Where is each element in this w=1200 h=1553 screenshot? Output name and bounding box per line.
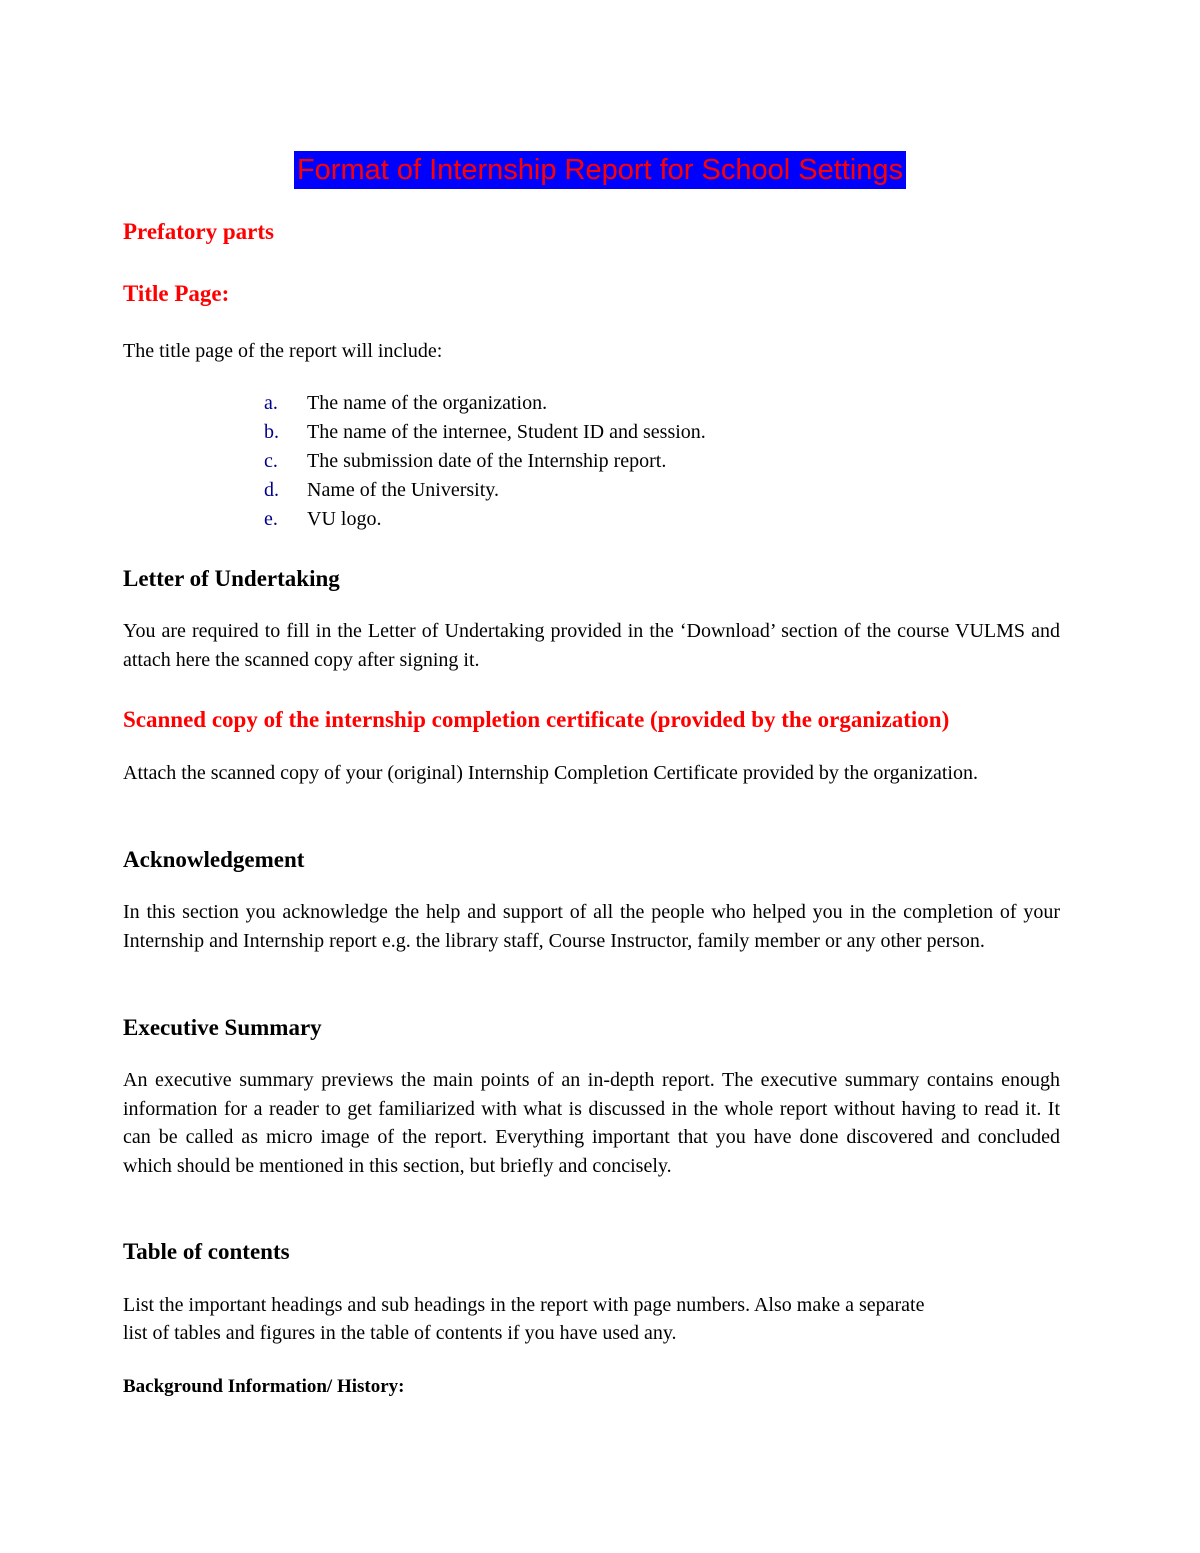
title-page-heading: Title Page: [123,281,230,306]
table-of-contents-body-line-1: List the important headings and sub headings in the report with page numbers. Also make a separate [123,1294,925,1316]
document-title-wrap [0,151,1200,189]
executive-summary-body: An executive summary previews the main points of an in-depth report. The executive summary contains enough information for a reader to get familiarized with what is discussed in the whole report without having to read it. It can be called as micro image of the report. Everything important that you have done discovered and concluded which should be mentioned in this section, but briefly and concisely. [123,1069,1060,1177]
executive-summary-heading: Executive Summary [123,1015,322,1040]
background-heading: Background Information/ History: [123,1376,405,1397]
acknowledgement-heading: Acknowledgement [123,847,305,872]
list-item-text: The submission date of the Internship report. [307,450,667,472]
list-marker: b. [264,421,279,443]
title-page-intro: The title page of the report will include: [123,340,443,362]
list-item [264,418,964,447]
list-item-text: Name of the University. [307,479,499,501]
list-marker: c. [264,450,278,472]
list-item [264,447,964,476]
list-marker: a. [264,392,278,414]
list-item [264,389,964,418]
title-page-list [264,389,964,534]
prefatory-parts-heading: Prefatory parts [123,219,274,244]
list-item-text: VU logo. [307,508,382,530]
acknowledgement-body: In this section you acknowledge the help and support of all the people who helped you in the completion of your Internship and Internship report e.g. the library staff, Course Instructor, family member or any other person. [123,901,1060,952]
list-item-text: The name of the organization. [307,392,548,414]
certificate-heading: Scanned copy of the internship completion certificate (provided by the organization) [123,707,950,732]
list-item [264,505,964,534]
letter-of-undertaking-body: You are required to fill in the Letter of Undertaking provided in the ‘Download’ section of the course VULMS and attach here the scanned copy after signing it. [123,620,1060,671]
list-marker: e. [264,508,278,530]
document-title: Format of Internship Report for School Settings [294,151,906,189]
table-of-contents-body-line-2: list of tables and figures in the table of contents if you have used any. [123,1322,677,1344]
list-marker: d. [264,479,279,501]
table-of-contents-heading: Table of contents [123,1239,290,1264]
list-item [264,476,964,505]
list-item-text: The name of the internee, Student ID and session. [307,421,706,443]
certificate-body: Attach the scanned copy of your (original) Internship Completion Certificate provided by the organization. [123,762,978,784]
letter-of-undertaking-heading: Letter of Undertaking [123,566,340,591]
